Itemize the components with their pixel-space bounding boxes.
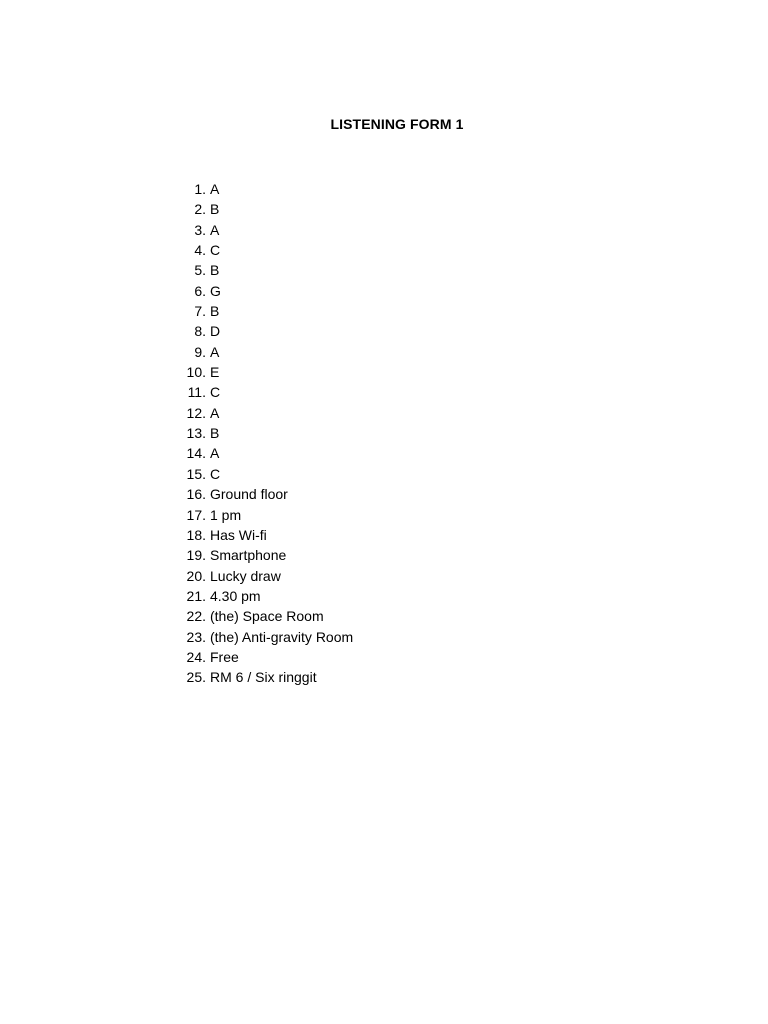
answer-item: [172, 362, 353, 382]
answer-text: A: [210, 343, 220, 360]
answer-text: B: [210, 201, 220, 218]
answer-text: A: [210, 445, 220, 462]
answer-text: C: [210, 242, 221, 259]
answer-text: A: [210, 221, 220, 238]
answer-item: [172, 545, 353, 565]
answer-number: 13.: [186, 425, 206, 442]
page-title: LISTENING FORM 1: [330, 116, 464, 132]
answer-text: Ground floor: [210, 486, 288, 503]
answer-text: Lucky draw: [210, 567, 281, 584]
answer-number: 11.: [187, 384, 206, 401]
answer-item: [172, 647, 353, 667]
answer-item: [172, 281, 353, 301]
answer-number: 14.: [186, 445, 206, 462]
answer-text: (the) Space Room: [210, 608, 324, 625]
answer-item: [172, 240, 353, 260]
answer-text: B: [210, 262, 220, 279]
answer-text: A: [210, 404, 220, 421]
answer-number: 15.: [186, 465, 206, 482]
answer-text: Has Wi-fi: [210, 526, 267, 543]
answer-text: Smartphone: [210, 547, 287, 564]
answer-number: 8.: [194, 323, 206, 340]
answer-item: [172, 505, 353, 525]
answer-number: 3.: [194, 221, 206, 238]
answer-text: C: [210, 384, 221, 401]
answer-text: Free: [210, 648, 239, 665]
answer-item: [172, 179, 353, 199]
answer-item: [172, 667, 353, 687]
answer-number: 17.: [186, 506, 206, 523]
answer-number: 16.: [186, 486, 206, 503]
answer-item: [172, 484, 353, 504]
answer-number: 10.: [186, 364, 206, 381]
answer-number: 18.: [186, 526, 206, 543]
answer-text: B: [210, 425, 220, 442]
answer-number: 4.: [194, 242, 206, 259]
answer-text: RM 6 / Six ringgit: [210, 669, 317, 686]
answer-item: [172, 525, 353, 545]
answer-text: E: [210, 364, 220, 381]
answer-text: 1 pm: [210, 506, 242, 523]
answer-list: [172, 179, 353, 688]
answer-item: [172, 464, 353, 484]
answer-item: [172, 342, 353, 362]
answer-item: [172, 606, 353, 626]
answer-text: G: [210, 282, 221, 299]
answer-item: [172, 566, 353, 586]
answer-item: [172, 586, 353, 606]
answer-item: [172, 443, 353, 463]
answer-number: 23.: [186, 628, 206, 645]
answer-text: (the) Anti-gravity Room: [210, 628, 354, 645]
answer-number: 24.: [186, 648, 206, 665]
answer-text: 4.30 pm: [210, 587, 261, 604]
answer-text: B: [210, 303, 220, 320]
answer-number: 9.: [194, 343, 206, 360]
answer-number: 7.: [194, 303, 206, 320]
answer-number: 19.: [186, 547, 206, 564]
answer-number: 25.: [186, 669, 206, 686]
answer-item: [172, 321, 353, 341]
answer-number: 2.: [194, 201, 206, 218]
answer-number: 6.: [194, 282, 206, 299]
answer-number: 5.: [194, 262, 206, 279]
answer-item: [172, 220, 353, 240]
answer-text: C: [210, 465, 221, 482]
answer-item: [172, 382, 353, 402]
answer-text: D: [210, 323, 221, 340]
answer-item: [172, 627, 353, 647]
answer-item: [172, 423, 353, 443]
answer-number: 22.: [186, 608, 206, 625]
answer-number: 12.: [186, 404, 206, 421]
answer-number: 20.: [186, 567, 206, 584]
answer-number: 1.: [194, 181, 206, 197]
answer-number: 21.: [186, 587, 206, 604]
answer-item: [172, 403, 353, 423]
answer-item: [172, 260, 353, 280]
answer-text: A: [210, 181, 220, 197]
answer-item: [172, 199, 353, 219]
answer-item: [172, 301, 353, 321]
